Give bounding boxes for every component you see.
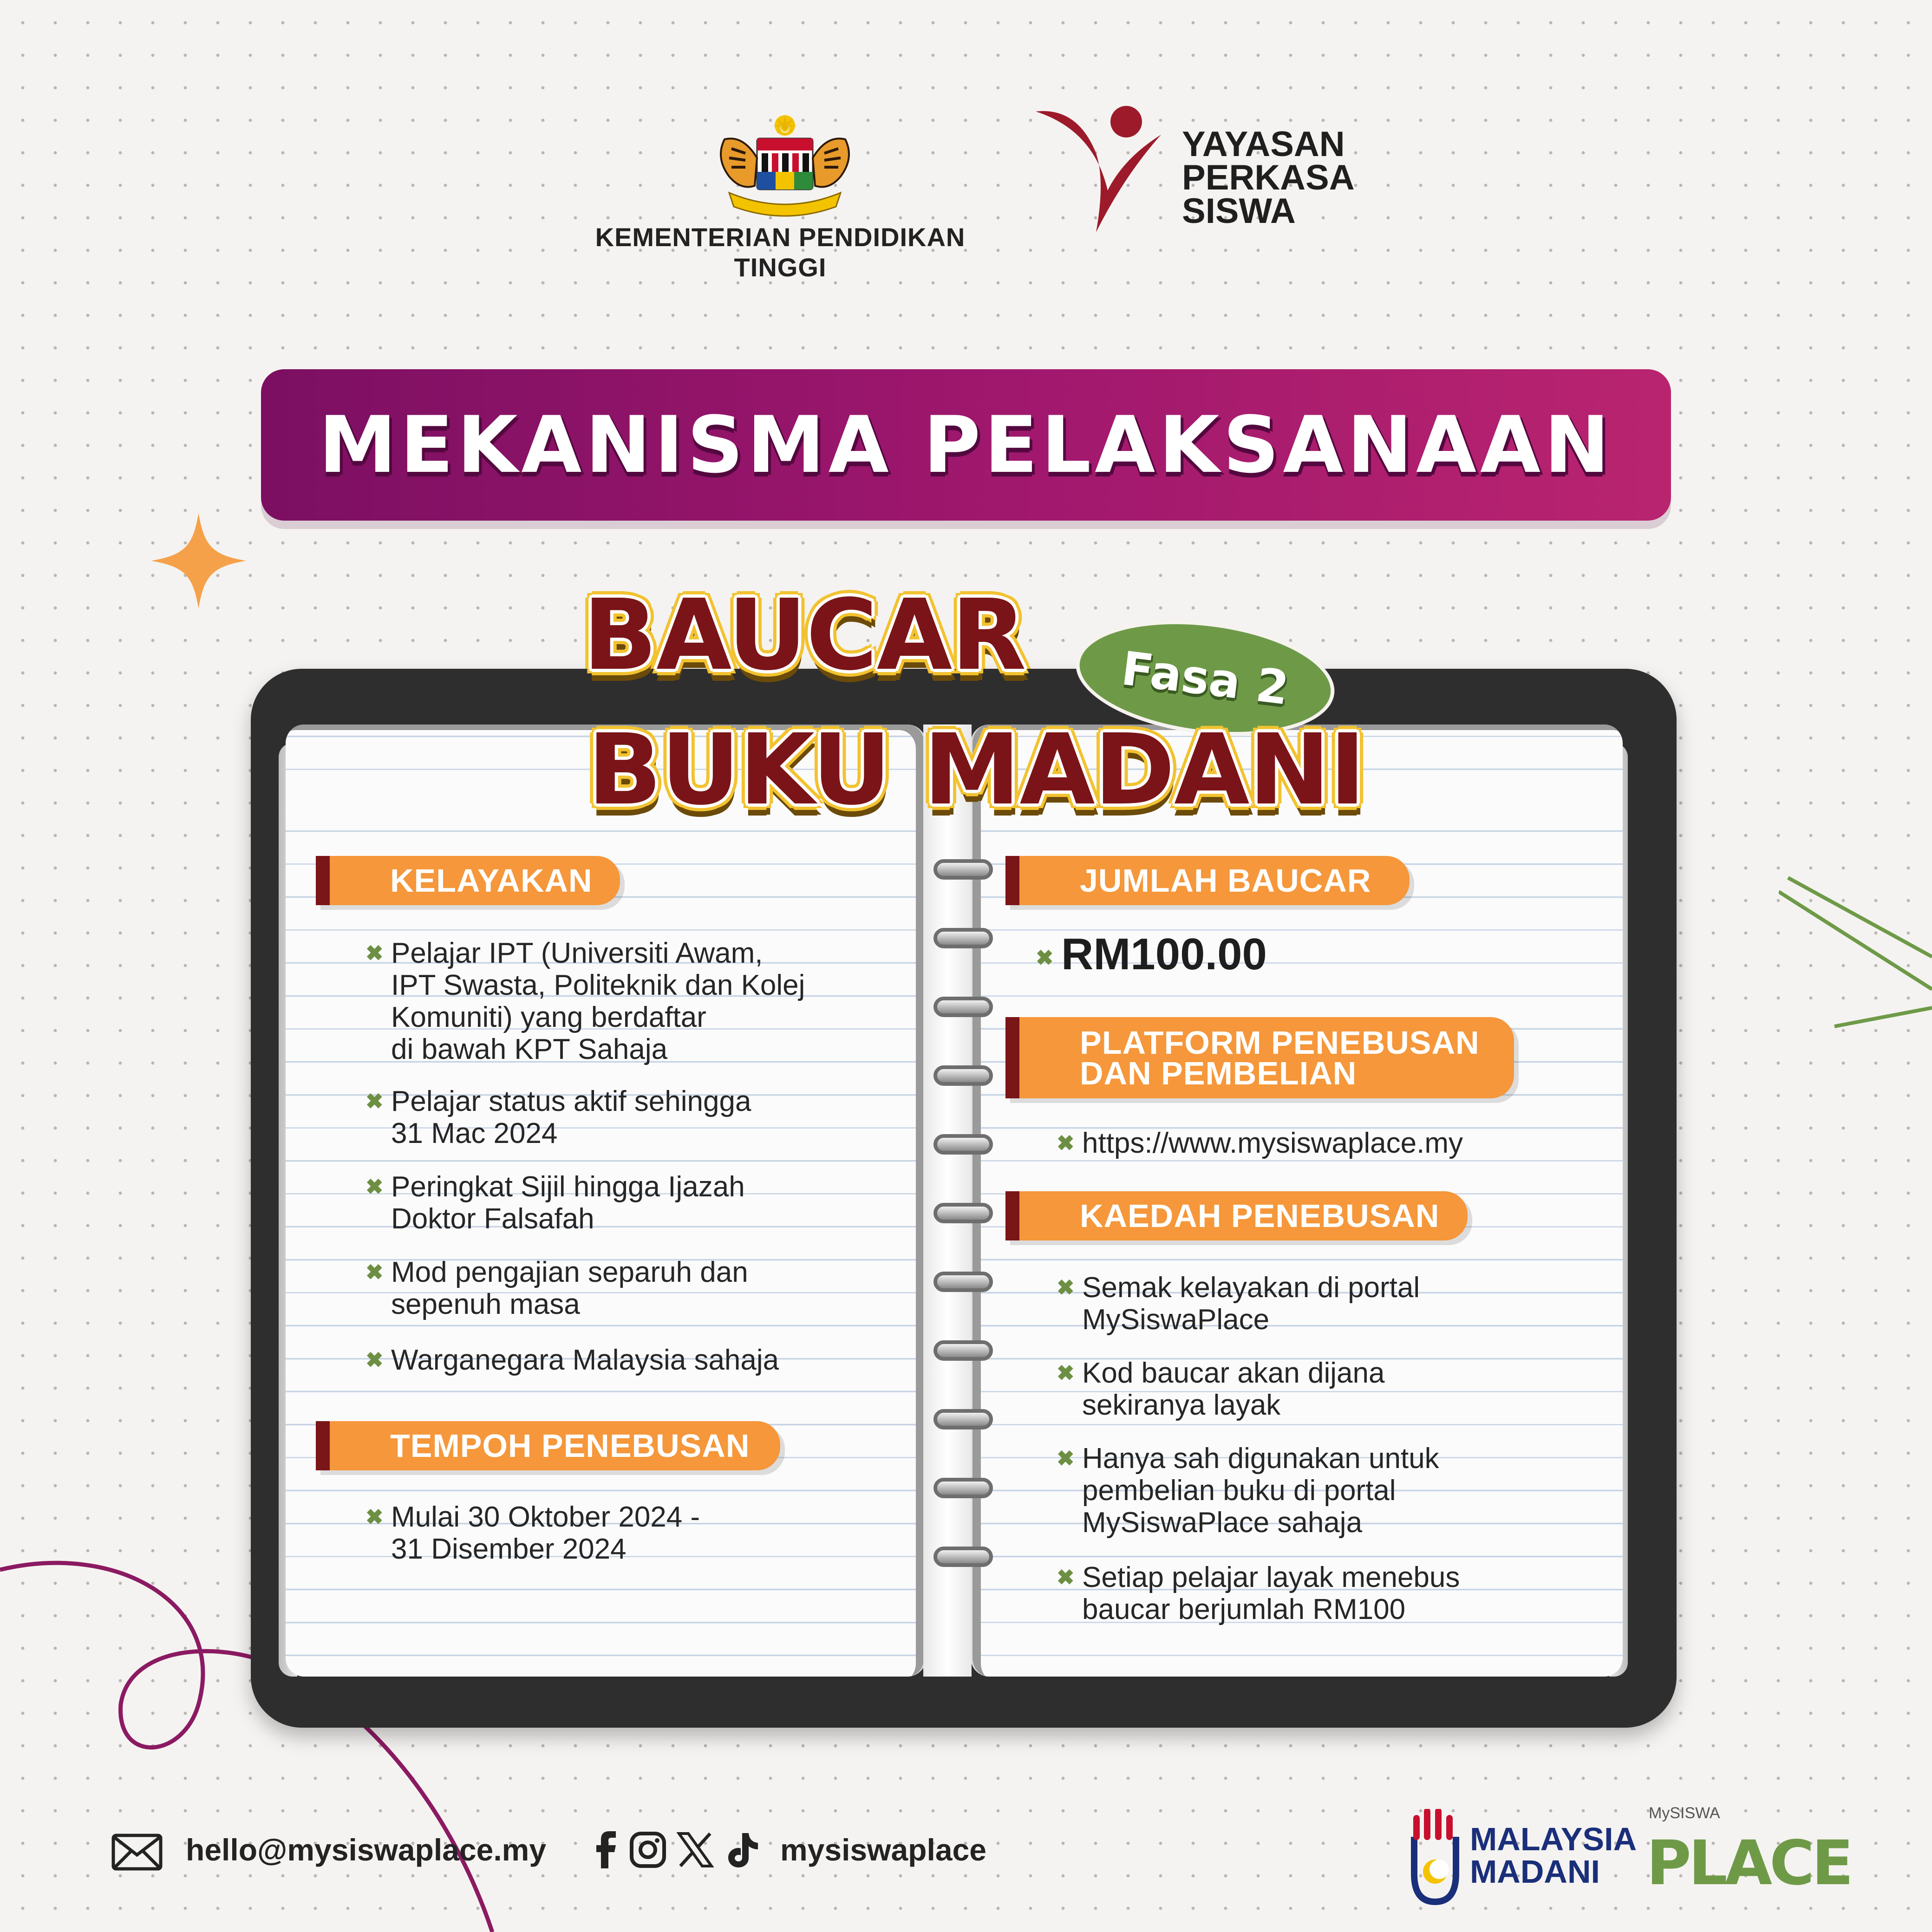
item-line: Kod baucar akan dijana — [1082, 1357, 1385, 1389]
malaysia-madani-hand-icon — [1405, 1809, 1465, 1906]
contact-email[interactable]: hello@mysiswaplace.my — [186, 1833, 547, 1867]
madani-logo-line: MADANI — [1470, 1854, 1600, 1890]
method-item — [1057, 1442, 1439, 1539]
item-line: sekiranya layak — [1082, 1389, 1281, 1421]
item-line: Pelajar IPT (Universiti Awam, — [391, 937, 763, 969]
item-line: Setiap pelajar layak menebus — [1082, 1561, 1460, 1593]
spiral-ring — [933, 928, 993, 948]
platform-label-line: PLATFORM PENEBUSAN — [1080, 1024, 1480, 1061]
spiral-ring — [933, 859, 993, 880]
eligibility-item — [366, 937, 805, 1065]
item-line: Mulai 30 Oktober 2024 - — [391, 1501, 700, 1533]
item-line: pembelian buku di portal — [1082, 1475, 1396, 1507]
eligibility-item — [366, 1085, 751, 1149]
platform-label — [1005, 1017, 1514, 1098]
eligibility-item — [366, 1344, 779, 1376]
method-label: KAEDAH PENEBUSAN — [1005, 1191, 1468, 1240]
spiral-ring — [933, 1272, 993, 1292]
title-buku-madani: BUKU MADANI — [587, 713, 1365, 827]
bullet-x-icon: ✖ — [1057, 1275, 1075, 1299]
spiral-ring — [933, 1409, 993, 1429]
bullet-x-icon: ✖ — [366, 1089, 384, 1113]
spiral-ring — [933, 1478, 993, 1498]
item-line: Mod pengajian separuh dan — [391, 1256, 748, 1288]
item-line: Komuniti) yang berdaftar — [391, 1001, 706, 1033]
bullet-x-icon: ✖ — [366, 1260, 384, 1284]
bullet-x-icon: ✖ — [1057, 1131, 1075, 1155]
green-leaf-lines-decoration — [1779, 873, 1932, 1068]
yps-line: SISWA — [1182, 191, 1296, 231]
social-handle[interactable]: mysiswaplace — [780, 1833, 986, 1867]
platform-url-item — [1057, 1127, 1463, 1159]
x-icon[interactable] — [677, 1831, 714, 1868]
item-line: MySiswaPlace sahaja — [1082, 1507, 1363, 1539]
eligibility-item — [366, 1171, 745, 1235]
eligibility-item — [366, 1256, 748, 1320]
item-line: Doktor Falsafah — [391, 1203, 594, 1235]
platform-label-line: DAN PEMBELIAN — [1080, 1055, 1357, 1091]
spiral-ring — [933, 1065, 993, 1086]
yayasan-perkasa-siswa-name — [1182, 124, 1355, 231]
period-item — [366, 1501, 700, 1565]
bullet-x-icon: ✖ — [366, 1505, 384, 1529]
title-banner — [261, 369, 1671, 521]
bullet-x-icon: ✖ — [1057, 1446, 1075, 1470]
ministry-name: KEMENTERIAN PENDIDIKAN TINGGI — [595, 222, 966, 282]
place-wordmark — [1646, 1828, 1851, 1899]
tiktok-icon[interactable] — [724, 1831, 761, 1868]
eligibility-label: KELAYAKAN — [316, 856, 620, 905]
item-line: IPT Swasta, Politeknik dan Kolej — [391, 969, 805, 1001]
item-line: sepenuh masa — [391, 1288, 580, 1320]
spiral-ring — [933, 1203, 993, 1223]
title-baucar: BAUCAR — [583, 578, 1025, 692]
madani-logo-line: MALAYSIA — [1470, 1821, 1637, 1857]
bullet-x-icon: ✖ — [1036, 946, 1054, 970]
malaysia-crest-logo — [706, 111, 864, 218]
item-line: Pelajar status aktif sehingga — [391, 1085, 751, 1117]
yps-line: YAYASAN — [1182, 124, 1345, 164]
spiral-ring — [933, 1547, 993, 1567]
sparkle-star-icon — [151, 513, 246, 608]
bullet-x-icon: ✖ — [1057, 1361, 1075, 1385]
yps-line: PERKASA — [1182, 158, 1355, 197]
amount-value: RM100.00 — [1061, 929, 1267, 979]
item-line: di bawah KPT Sahaja — [391, 1033, 668, 1065]
facebook-icon[interactable] — [594, 1831, 618, 1868]
spiral-ring — [933, 1340, 993, 1361]
item-line: MySiswaPlace — [1082, 1304, 1270, 1336]
method-item — [1057, 1272, 1420, 1336]
bullet-x-icon: ✖ — [1057, 1565, 1075, 1589]
spiral-ring — [933, 997, 993, 1017]
bullet-x-icon: ✖ — [366, 1175, 384, 1199]
period-label: TEMPOH PENEBUSAN — [316, 1421, 780, 1470]
amount-label: JUMLAH BAUCAR — [1005, 856, 1410, 905]
phase-badge-text: Fasa 2 — [1118, 640, 1292, 716]
mail-icon[interactable] — [111, 1834, 163, 1871]
method-item — [1057, 1561, 1460, 1625]
banner-title: MEKANISMA PELAKSANAAN — [319, 399, 1613, 490]
item-line: Semak kelayakan di portal — [1082, 1272, 1420, 1304]
amount-item — [1036, 929, 1267, 980]
item-line: 31 Disember 2024 — [391, 1533, 627, 1565]
item-line: Peringkat Sijil hingga Ijazah — [391, 1171, 745, 1203]
method-item — [1057, 1357, 1385, 1421]
place-wordmark-text: PLACE — [1646, 1828, 1851, 1899]
bullet-x-icon: ✖ — [366, 941, 384, 965]
item-line: 31 Mac 2024 — [391, 1117, 558, 1149]
malaysia-madani-logo — [1405, 1802, 1637, 1913]
platform-url[interactable]: https://www.mysiswaplace.my — [1082, 1127, 1463, 1159]
instagram-icon[interactable] — [629, 1831, 666, 1868]
bullet-x-icon: ✖ — [366, 1348, 384, 1372]
spiral-ring — [933, 1134, 993, 1155]
item-line: baucar berjumlah RM100 — [1082, 1593, 1406, 1625]
mysiswaplace-logo — [1646, 1804, 1851, 1909]
item-line: Hanya sah digunakan untuk — [1082, 1442, 1439, 1475]
yayasan-perkasa-siswa-logo — [1026, 93, 1180, 251]
item-line: Warganegara Malaysia sahaja — [391, 1344, 779, 1376]
mysiswa-small-text: MySISWA — [1649, 1804, 1720, 1822]
